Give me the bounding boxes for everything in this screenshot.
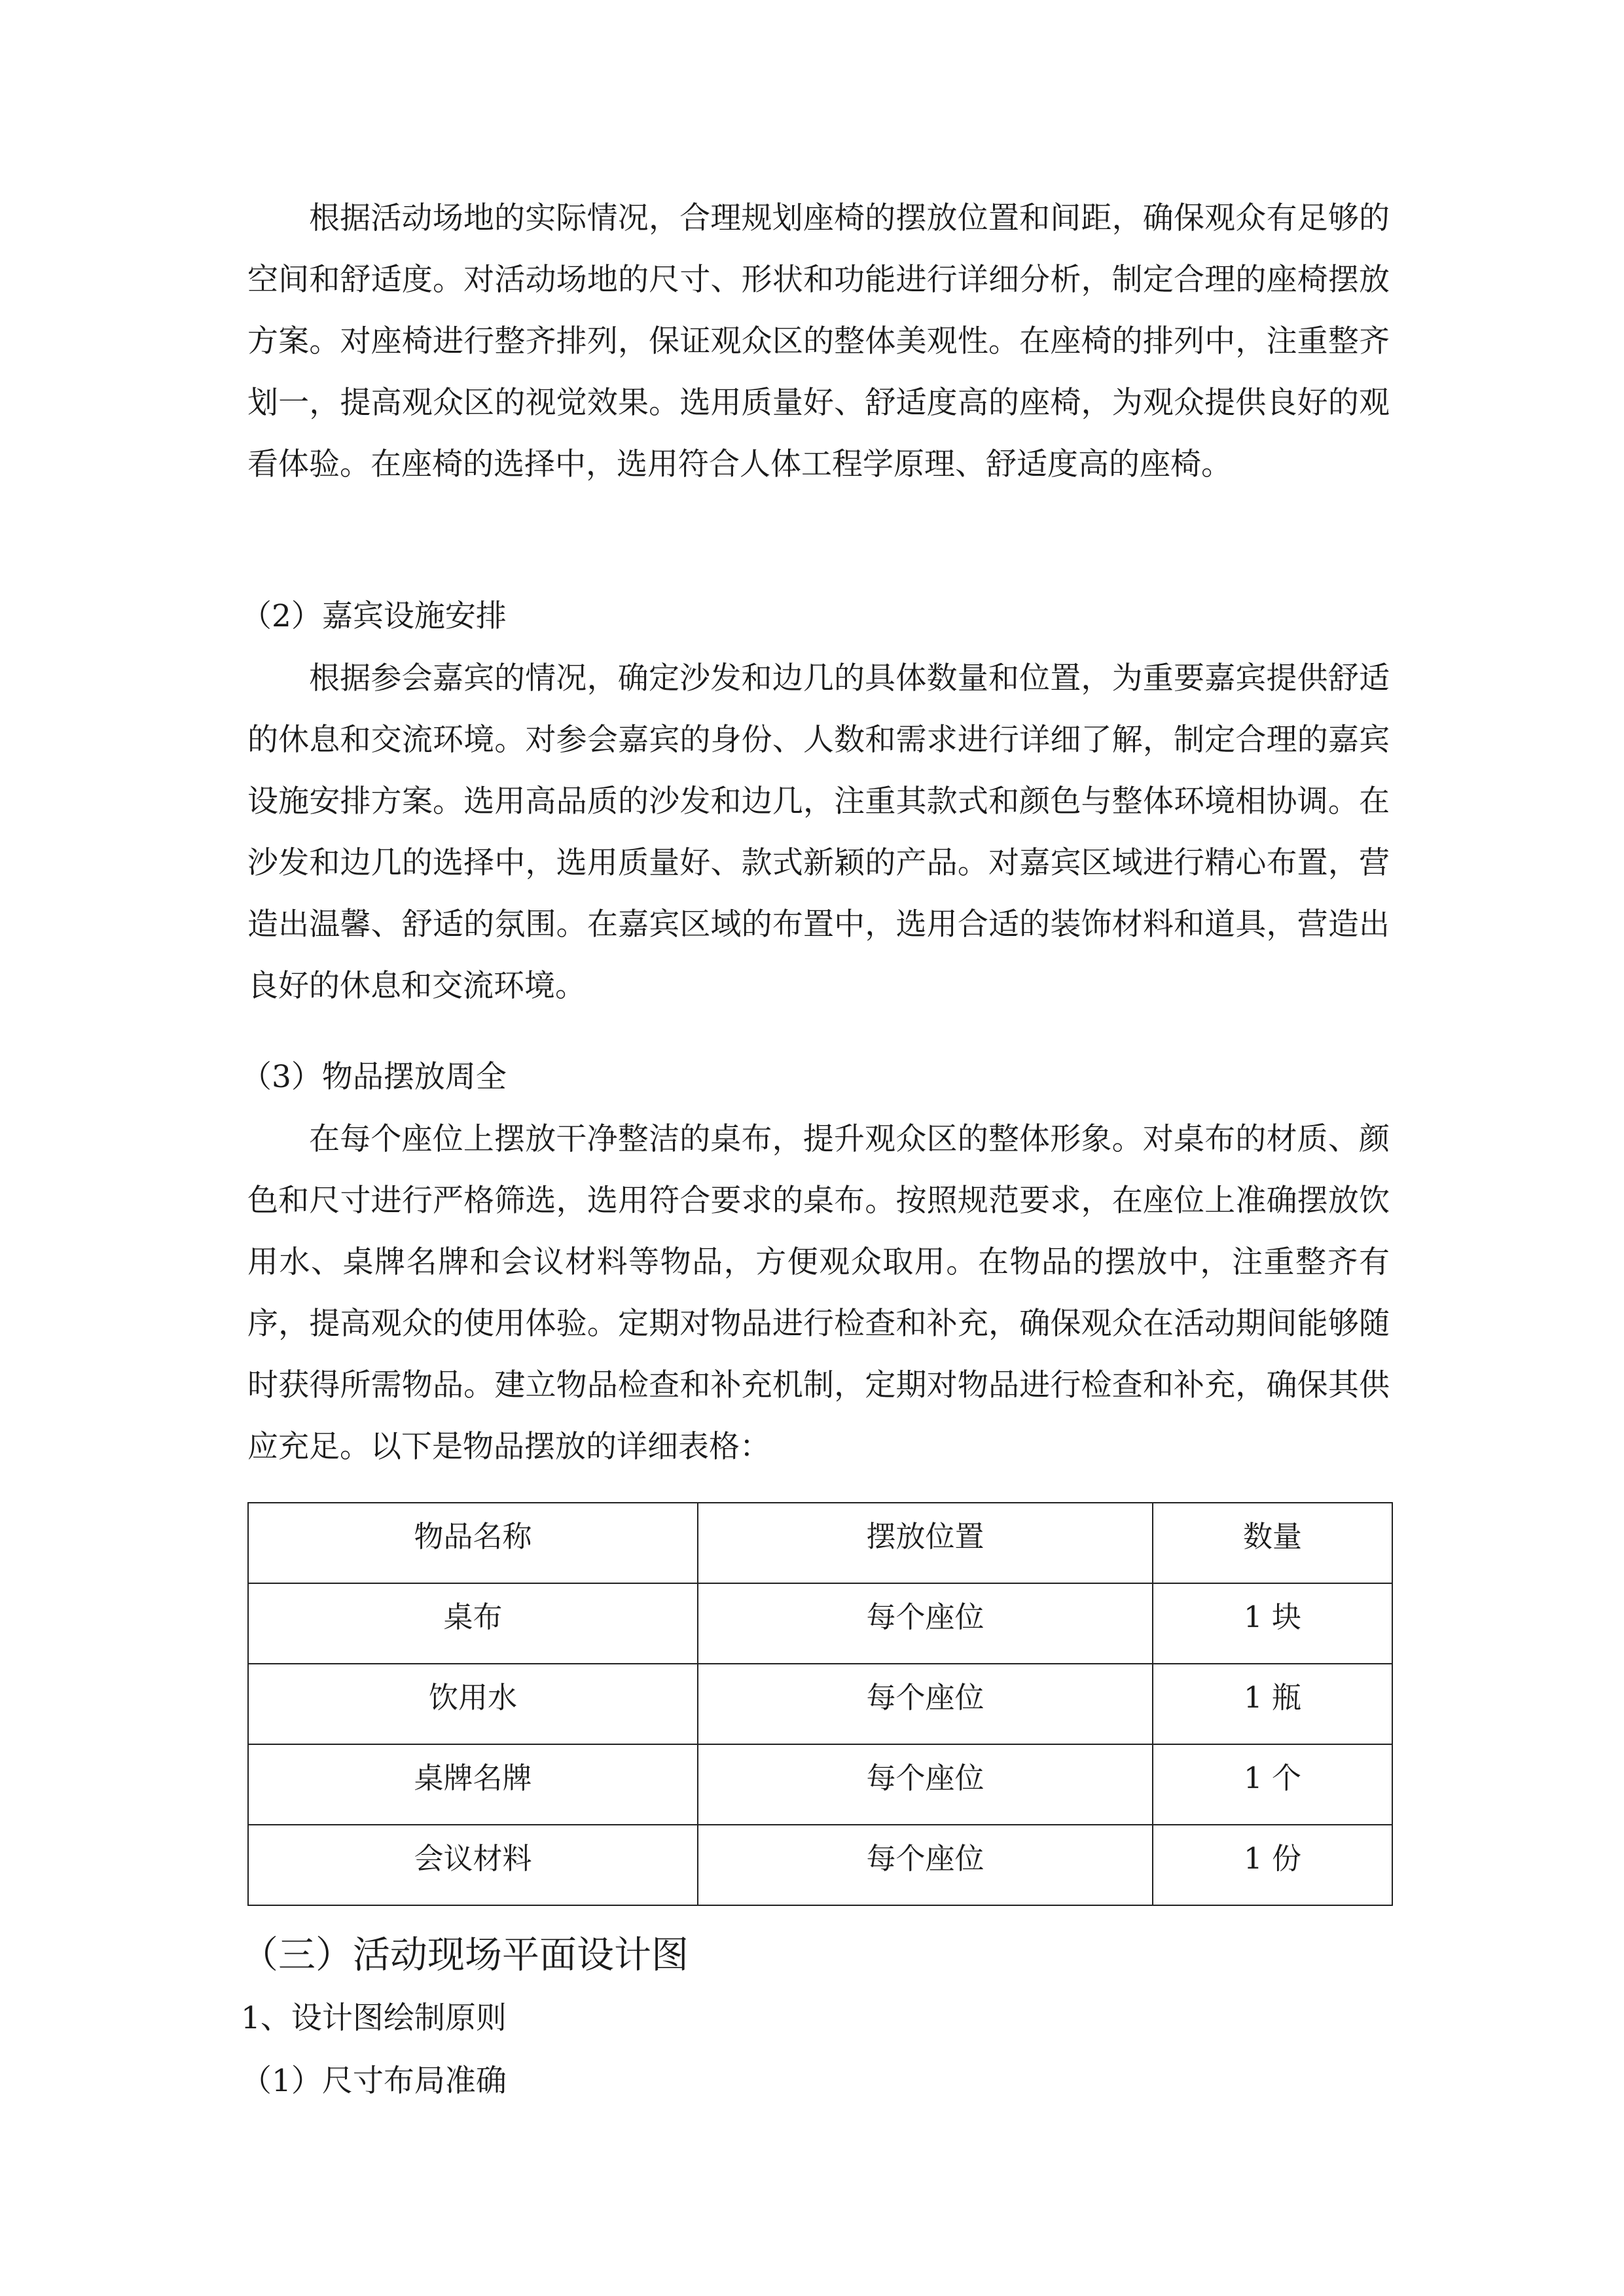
cell-location: 每个座位 (698, 1744, 1153, 1825)
table-header-row (248, 1503, 1392, 1583)
items-table (247, 1502, 1393, 1906)
table-row (248, 1825, 1392, 1905)
cell-location: 每个座位 (698, 1825, 1153, 1905)
cell-item-name: 饮用水 (248, 1664, 698, 1744)
cell-item-name: 会议材料 (248, 1825, 698, 1905)
section-title: （三）活动现场平面设计图 (241, 1933, 689, 1977)
cell-item-name: 桌牌名牌 (248, 1744, 698, 1825)
cell-item-name: 桌布 (248, 1583, 698, 1664)
paragraph-guest-facilities: 根据参会嘉宾的情况，确定沙发和边几的具体数量和位置，为重要嘉宾提供舒适的休息和交流环境。对参会嘉宾的身份、人数和需求进行详细了解，制定合理的嘉宾设施安排方案。选用高品质的沙发和边几，注重其款式和颜色与整体环境相协调。在沙发和边几的选择中，选用质量好、款式新颖的产品。对嘉宾区域进行精心布置，营造出温馨、舒适的氛围。在嘉宾区域的布置中，选用合适的装饰材料和道具，营造出良好的休息和交流环境。 (247, 660, 1390, 1004)
header-item-name: 物品名称 (248, 1503, 698, 1583)
paragraph-seating: 根据活动场地的实际情况，合理规划座椅的摆放位置和间距，确保观众有足够的空间和舒适度。对活动场地的尺寸、形状和功能进行详细分析，制定合理的座椅摆放方案。对座椅进行整齐排列，保证观众区的整体美观性。在座椅的排列中，注重整齐划一，提高观众区的视觉效果。选用质量好、舒适度高的座椅，为观众提供良好的观看体验。在座椅的选择中，选用符合人体工程学原理、舒适度高的座椅。 (247, 200, 1390, 482)
heading-item-placement: （3）物品摆放周全 (241, 1059, 507, 1095)
cell-quantity: 1 份 (1153, 1825, 1392, 1905)
cell-quantity: 1 个 (1153, 1744, 1392, 1825)
paragraph-item-placement: 在每个座位上摆放干净整洁的桌布，提升观众区的整体形象。对桌布的材质、颜色和尺寸进行严格筛选，选用符合要求的桌布。按照规范要求，在座位上准确摆放饮用水、桌牌名牌和会议材料等物品，方便观众取用。在物品的摆放中，注重整齐有序，提高观众的使用体验。定期对物品进行检查和补充，确保观众在活动期间能够随时获得所需物品。建立物品检查和补充机制，定期对物品进行检查和补充，确保其供应充足。以下是物品摆放的详细表格： (247, 1121, 1390, 1465)
cell-location: 每个座位 (698, 1664, 1153, 1744)
cell-quantity: 1 块 (1153, 1583, 1392, 1664)
cell-location: 每个座位 (698, 1583, 1153, 1664)
header-quantity: 数量 (1153, 1503, 1392, 1583)
table-row (248, 1664, 1392, 1744)
table-row (248, 1583, 1392, 1664)
header-location: 摆放位置 (698, 1503, 1153, 1583)
subsection-title: 1、设计图绘制原则 (241, 2000, 507, 2036)
heading-guest-facilities: （2）嘉宾设施安排 (241, 598, 507, 634)
table-row (248, 1744, 1392, 1825)
cell-quantity: 1 瓶 (1153, 1664, 1392, 1744)
subsubsection-title: （1）尺寸布局准确 (241, 2063, 507, 2099)
